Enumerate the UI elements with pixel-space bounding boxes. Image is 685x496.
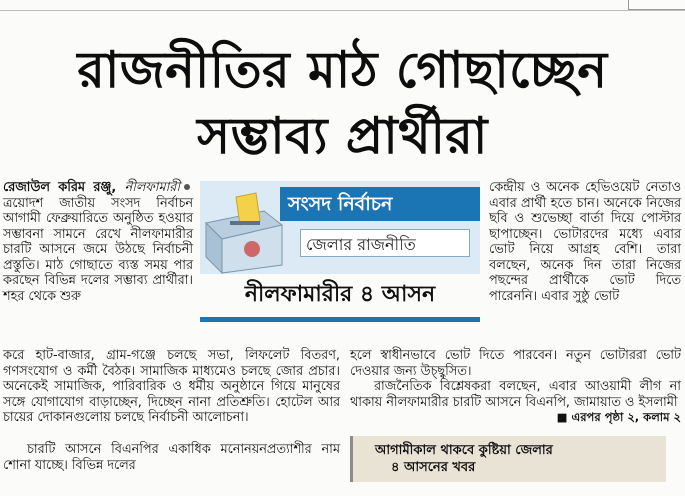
byline-location: নীলফামারী xyxy=(124,180,180,195)
continued-link[interactable]: ■ এরপর পৃষ্ঠা ২, কলাম ২ xyxy=(556,410,681,424)
headline-line-2: সম্ভাব্য প্রার্থীরা xyxy=(197,107,488,165)
byline-author: রেজাউল করিম রঞ্জু, xyxy=(3,180,117,195)
election-promo-graphic xyxy=(200,181,480,331)
teaser-line-1: আগামীকাল থাকবে কুষ্টিয়া জেলার xyxy=(375,443,553,458)
byline xyxy=(3,180,180,195)
promo-title: নীলফামারীর ৪ আসন xyxy=(244,282,436,307)
article-left-last: চারটি আসনে বিএনপির একাধিক মনোনয়নপ্রত্যাশীর নাম শোনা যাচ্ছে। বিভিন্ন দলের xyxy=(3,442,340,473)
article-left-text: ত্রয়োদশ জাতীয় সংসদ নির্বাচন আগামী ফেব্রুয়ারিতে অনুষ্ঠিত হওয়ার সম্ভাবনা সামনে রেখে নীলফামারীর চারটি আসনে জমে উঠছে নির্বাচনী প্রস্তুতি। মাঠ গোছাতে ব্যস্ত সময় পার করছেন বিভিন্ন দলের সম্ভাব্য প্রার্থীরা। শহর থেকে শুরু xyxy=(3,195,193,304)
article-full-text: করে হাট-বাজার, গ্রাম-গঞ্জে চলছে সভা, লিফলেট বিতরণ, গণসংযোগ ও কর্মী বৈঠক। সামাজিক মাধ্যমেও চলছে জোর প্রচার। অনেকেই সামাজিক, পারিবারিক ও ধর্মীয় অনুষ্ঠানে গিয়ে মানুষের সঙ্গে যোগাযোগ বাড়াচ্ছেন, দিচ্ছেন নানা প্রতিশ্রুতি। হোটেল আর চায়ের দোকানগুলোয় চলছে নির্বাচনী আলোচনা। xyxy=(3,348,340,425)
article-right-p1: হলে স্বাধীনভাবে ভোট দিতে পারবেন। নতুন ভোটাররা ভোট দেওয়ার জন্য উচ্ছ্বসিত। xyxy=(350,348,681,379)
tomorrow-teaser-box xyxy=(350,436,666,482)
promo-band-text: সংসদ নির্বাচন xyxy=(288,193,393,215)
top-corner-box xyxy=(628,0,685,10)
promo-sub-text: জেলার রাজনীতি xyxy=(306,235,416,254)
article-column-right: কেন্দ্রীয় ও অনেক হেভিওয়েট নেতাও এবার প্রার্থী হতে চান। অনেকে নিজের ছবি ও শুভেচ্ছা বার্তা দিয়ে পোস্টার ছাপাচ্ছেন। ভোটারদের মধ্যে এবার ভোট নিয়ে আগ্রহ বেশি। তারা বলছেন, অনেক দিন তারা নিজের পছন্দের প্রার্থীকে ভোট দিতে পারেননি। এবার সুষ্ঠু ভোট xyxy=(489,180,681,304)
teaser-line-2: ৪ আসনের খবর xyxy=(391,460,476,475)
promo-illustration xyxy=(200,181,480,274)
promo-underline xyxy=(200,317,480,322)
bullet-icon xyxy=(184,184,190,190)
article-left-bottom xyxy=(3,442,340,473)
article-right-p2: রাজনৈতিক বিশ্লেষকরা বলছেন, এবার আওয়ামী লীগ না থাকায় নীলফামারীর চারটি আসনে বিএনপি, জামায়াত ও ইসলামী xyxy=(350,379,681,410)
article-column-left xyxy=(3,180,193,304)
article-full-width-paragraph xyxy=(3,348,340,426)
headline-line-1: রাজনীতির মাঠ গোছাচ্ছেন xyxy=(77,41,608,99)
article-right-bottom xyxy=(350,348,681,426)
top-rule xyxy=(0,0,685,11)
